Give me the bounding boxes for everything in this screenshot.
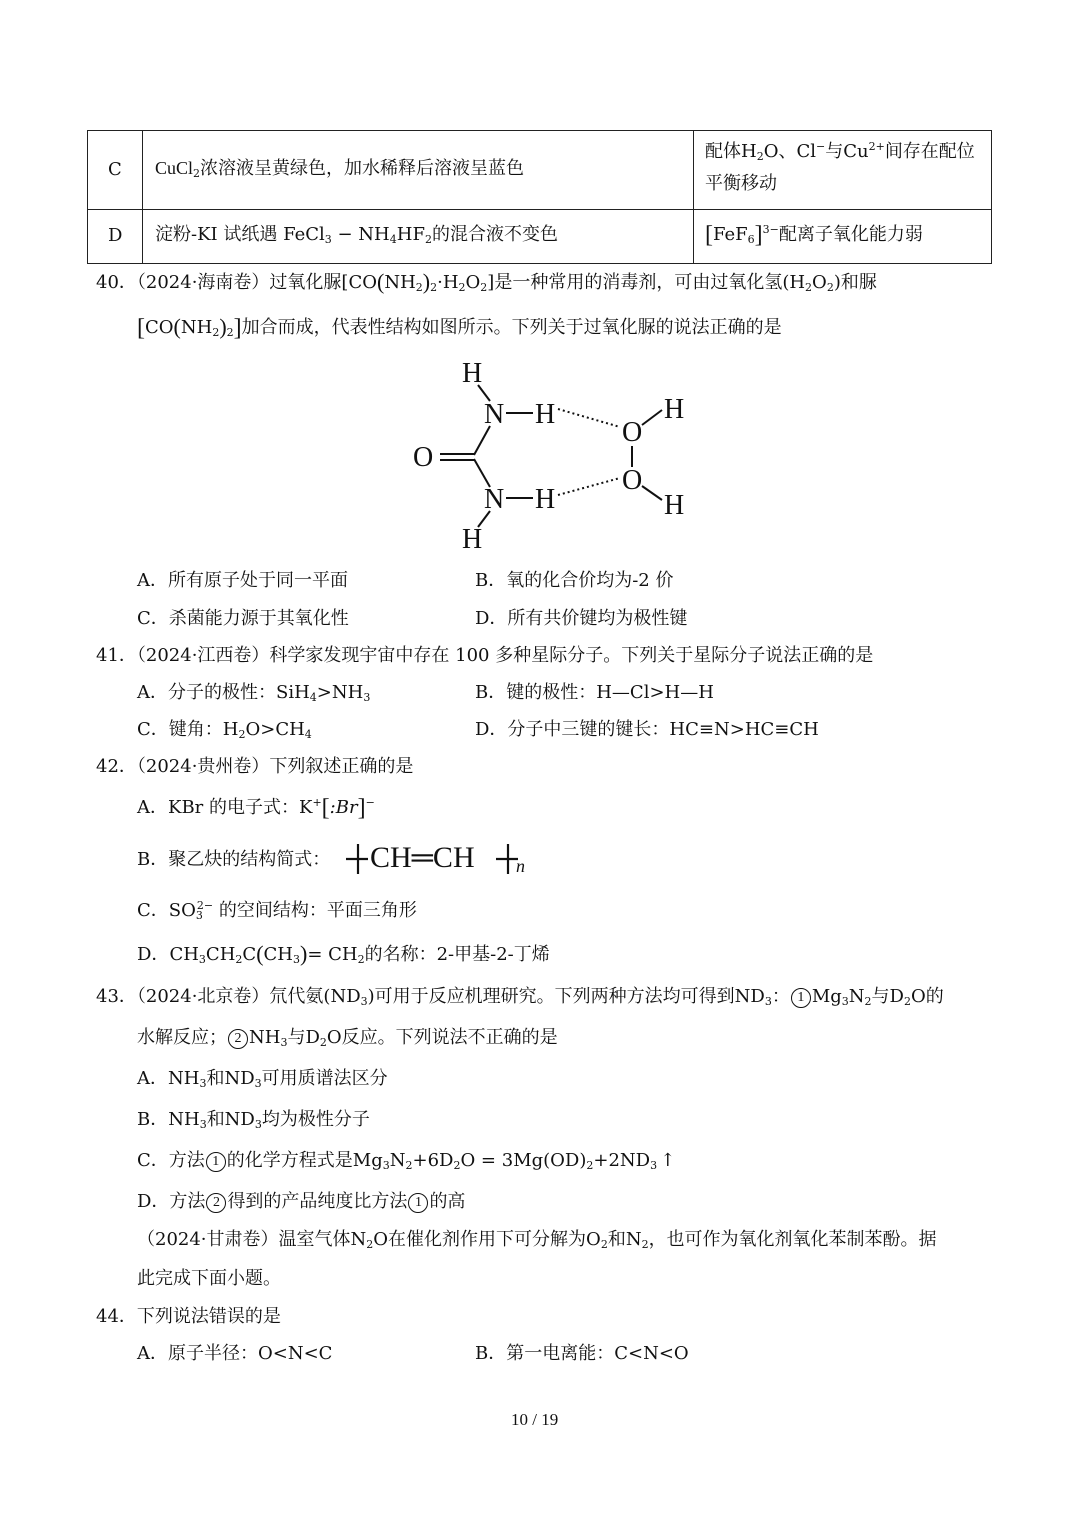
atom-h-nh-bottom: H	[535, 484, 556, 515]
question-44-option-b[interactable]: B．第一电离能：C<N<O	[475, 1343, 689, 1364]
table-divider	[88, 209, 991, 210]
row-d-fact: 淀粉-KI 试纸遇 FeCl$_3$ − $NH_4HF_2$的混合液不变色	[155, 224, 558, 246]
row-c-fact: CuCl$_2$浓溶液呈黄绿色，加水稀释后溶液呈蓝色	[155, 158, 525, 180]
circled-number-icon: 1	[206, 1152, 226, 1172]
question-42-option-d[interactable]: D．$CH_3CH_2C(CH_3)= CH_2$的名称：2-甲基-2-丁烯	[137, 941, 550, 966]
question-40-line1: 40．（2024·海南卷）过氧化脲$[CO(NH_2)_2\cdot H_2O_2]$是一种常用的消毒剂，可由过氧化氢$(H_2O_2)$和脲	[96, 269, 877, 294]
question-40-option-a[interactable]: A．所有原子处于同一平面	[137, 570, 348, 591]
atom-o-top: O	[622, 417, 643, 448]
atom-o-bottom: O	[622, 465, 643, 496]
up-arrow-icon: ↑	[660, 1150, 676, 1171]
question-44-stem: 44．下列说法错误的是	[96, 1306, 281, 1327]
table-divider	[142, 131, 143, 263]
question-42-stem: 42．（2024·贵州卷）下列叙述正确的是	[96, 756, 414, 777]
bond	[642, 486, 662, 500]
bond	[474, 459, 490, 487]
gansu-stem-line1: （2024·甘肃卷）温室气体$N_2O$在催化剂作用下可分解为$O_2$和$N_2$，也可作为氧化剂氧化苯制苯酚。据	[137, 1229, 937, 1251]
question-40-option-c[interactable]: C．杀菌能力源于其氧化性	[137, 608, 349, 629]
question-40-line2: $[CO(NH_2)_2]$加合而成，代表性结构如图所示。下列关于过氧化脲的说法正确的是	[137, 314, 782, 341]
row-c-explanation-line2: 平衡移动	[705, 173, 777, 194]
question-43-option-b[interactable]: B．$NH_3$和$ND_3$均为极性分子	[137, 1109, 370, 1131]
row-label-d: D	[108, 225, 123, 246]
atom-h-top: H	[462, 358, 483, 389]
row-d-explanation: $[FeF_6]^{3-}$配离子氧化能力弱	[705, 222, 923, 248]
atom-n-bottom: N	[484, 484, 505, 515]
answer-table	[87, 130, 992, 264]
table-divider	[693, 131, 694, 263]
circled-number-icon: 2	[228, 1029, 248, 1049]
gansu-stem-line2: 此完成下面小题。	[137, 1268, 281, 1289]
bond	[642, 410, 662, 425]
row-c-explanation-line1: 配体$H_2O$、Cl−与$Cu^{2+}$间存在配位	[705, 140, 975, 163]
question-40-option-b[interactable]: B．氧的化合价均为-2 价	[475, 570, 674, 591]
question-41-option-d[interactable]: D．分子中三键的键长：HC≡N>HC≡CH	[475, 719, 819, 740]
question-41-stem: 41．（2024·江西卷）科学家发现宇宙中存在 100 多种星际分子。下列关于星际分子说法正确的是	[96, 645, 874, 666]
atom-h-nh-top: H	[535, 399, 556, 430]
question-42-option-a[interactable]: A．KBr 的电子式：K+[:Br]−	[137, 795, 375, 821]
question-43-line1: 43．（2024·北京卷）氘代氨$(ND_3)$可用于反应机理研究。下列两种方法均可得到$ND_3$： 1 $Mg_3N_2$与$D_2O$的	[96, 986, 944, 1008]
atom-n-top: N	[484, 399, 505, 430]
question-43-option-c[interactable]: C．方法 1 的化学方程式是$Mg_3N_2+6D_2O = 3Mg(OD)_2+2ND_3$ ↑	[137, 1150, 676, 1172]
question-41-option-a[interactable]: A．分子的极性：$SiH_4>NH_3$	[137, 682, 371, 704]
question-40-option-d[interactable]: D．所有共价键均为极性键	[475, 608, 688, 629]
atom-h-bottom: H	[462, 524, 483, 555]
circled-number-icon: 2	[206, 1193, 226, 1213]
row-label-c: C	[108, 159, 122, 180]
question-43-option-d[interactable]: D．方法 2 得到的产品纯度比方法 1 的高	[137, 1191, 466, 1212]
question-41-option-c[interactable]: C．键角：$H_2O>CH_4$	[137, 719, 312, 741]
question-42-option-b[interactable]: B．聚乙炔的结构简式：	[137, 849, 331, 870]
atom-h-o-bottom: H	[664, 490, 685, 521]
circled-number-icon: 1	[791, 988, 811, 1008]
question-41-option-b[interactable]: B．键的极性：H—Cl>H—H	[475, 682, 714, 703]
question-42-option-c[interactable]: C．$SO_3^{2-}$ 的空间结构：平面三角形	[137, 899, 417, 922]
urea-peroxide-structure	[400, 355, 700, 555]
question-43-line2: 水解反应； 2 $NH_3$与$D_2O$反应。下列说法不正确的是	[137, 1027, 558, 1049]
page-number: 10 / 19	[511, 1410, 559, 1429]
atom-o-carbonyl: O	[413, 442, 434, 473]
bond	[474, 426, 490, 455]
atom-h-o-top: H	[664, 394, 685, 425]
hydrogen-bond	[558, 478, 620, 495]
hydrogen-bond	[558, 409, 620, 427]
question-44-option-a[interactable]: A．原子半径：O<N<C	[137, 1343, 333, 1364]
question-43-option-a[interactable]: A．$NH_3$和$ND_3$可用质谱法区分	[137, 1068, 388, 1090]
circled-number-icon: 1	[408, 1193, 428, 1213]
